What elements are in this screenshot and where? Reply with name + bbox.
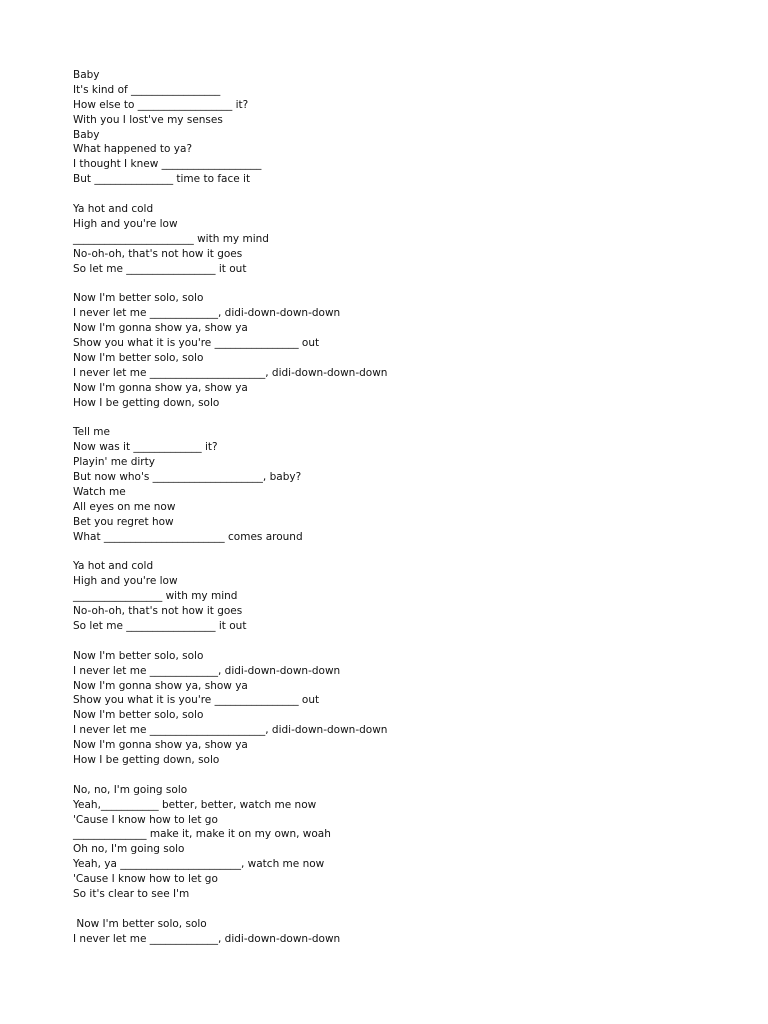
lyric-line: Now I'm gonna show ya, show ya: [73, 739, 248, 752]
lyric-line: But now who's _____________________, baby?: [73, 471, 302, 484]
lyric-line: Now I'm better solo, solo: [73, 917, 207, 930]
lyric-line: It's kind of _________________: [73, 83, 221, 96]
lyric-line: Yeah, ya _______________________, watch me now: [73, 858, 325, 871]
lyric-line: So let me _________________ it out: [73, 619, 247, 632]
lyric-line: I never let me ______________________, didi-down-down-down: [73, 366, 388, 379]
stanza-break: [73, 545, 387, 560]
lyric-line: Yeah,___________ better, better, watch me now: [73, 798, 317, 811]
lyric-line: How I be getting down, solo: [73, 396, 220, 409]
lyric-line: Baby: [73, 69, 100, 81]
lyric-line: 'Cause I know how to let go: [73, 873, 218, 886]
lyric-line: No-oh-oh, that's not how it goes: [73, 247, 243, 260]
lyric-line: No, no, I'm going solo: [73, 783, 188, 796]
lyric-line: _________________ with my mind: [73, 590, 238, 603]
stanza-break: [73, 902, 387, 917]
lyric-line: ______________ make it, make it on my own, woah: [73, 828, 331, 841]
lyric-line: High and you're low: [73, 575, 178, 588]
lyric-line: How else to __________________ it?: [73, 98, 249, 111]
lyric-line: Bet you regret how: [73, 515, 174, 528]
lyric-line: Now I'm gonna show ya, show ya: [73, 381, 248, 394]
lyric-line: Tell me: [73, 426, 110, 439]
lyric-line: Ya hot and cold: [73, 560, 154, 573]
lyric-line: Show you what it is you're ________________ out: [73, 694, 320, 707]
lyric-line: Baby: [73, 128, 100, 141]
lyric-line: No-oh-oh, that's not how it goes: [73, 605, 243, 618]
lyric-line: What happened to ya?: [73, 143, 193, 156]
lyric-line: But _______________ time to face it: [73, 173, 251, 186]
lyric-line: High and you're low: [73, 217, 178, 230]
lyrics-text-block: [73, 68, 387, 947]
lyric-line: I thought I knew ___________________: [73, 158, 262, 171]
lyric-line: Now I'm better solo, solo: [73, 709, 204, 722]
lyric-line: 'Cause I know how to let go: [73, 813, 218, 826]
lyric-line: All eyes on me now: [73, 500, 176, 513]
lyric-line: Now I'm better solo, solo: [73, 649, 204, 662]
lyric-line: Now I'm better solo, solo: [73, 292, 204, 305]
lyric-line: I never let me _____________, didi-down-down-down: [73, 932, 341, 945]
lyric-line: How I be getting down, solo: [73, 753, 220, 766]
lyric-line: Oh no, I'm going solo: [73, 843, 185, 856]
stanza-break: [73, 187, 387, 202]
stanza-break: [73, 276, 387, 291]
lyric-line: I never let me _____________, didi-down-down-down: [73, 664, 341, 677]
lyric-line: Ya hot and cold: [73, 203, 154, 216]
lyric-line: Now I'm gonna show ya, show ya: [73, 679, 248, 692]
lyric-line: Watch me: [73, 485, 126, 498]
lyric-line: Now I'm better solo, solo: [73, 351, 204, 364]
lyric-line: So it's clear to see I'm: [73, 887, 190, 900]
lyric-line: Show you what it is you're ________________ out: [73, 337, 320, 350]
lyric-line: I never let me _____________, didi-down-down-down: [73, 307, 341, 320]
lyric-line: So let me _________________ it out: [73, 262, 247, 275]
lyric-line: _______________________ with my mind: [73, 232, 269, 245]
lyric-line: What _______________________ comes around: [73, 530, 303, 543]
lyric-line: Now I'm gonna show ya, show ya: [73, 322, 248, 335]
lyric-line: I never let me ______________________, didi-down-down-down: [73, 724, 388, 737]
lyric-line: Playin' me dirty: [73, 456, 155, 469]
stanza-break: [73, 634, 387, 649]
stanza-break: [73, 768, 387, 783]
lyric-line: Now was it _____________ it?: [73, 441, 218, 454]
stanza-break: [73, 410, 387, 425]
lyric-line: With you I lost've my senses: [73, 113, 223, 126]
